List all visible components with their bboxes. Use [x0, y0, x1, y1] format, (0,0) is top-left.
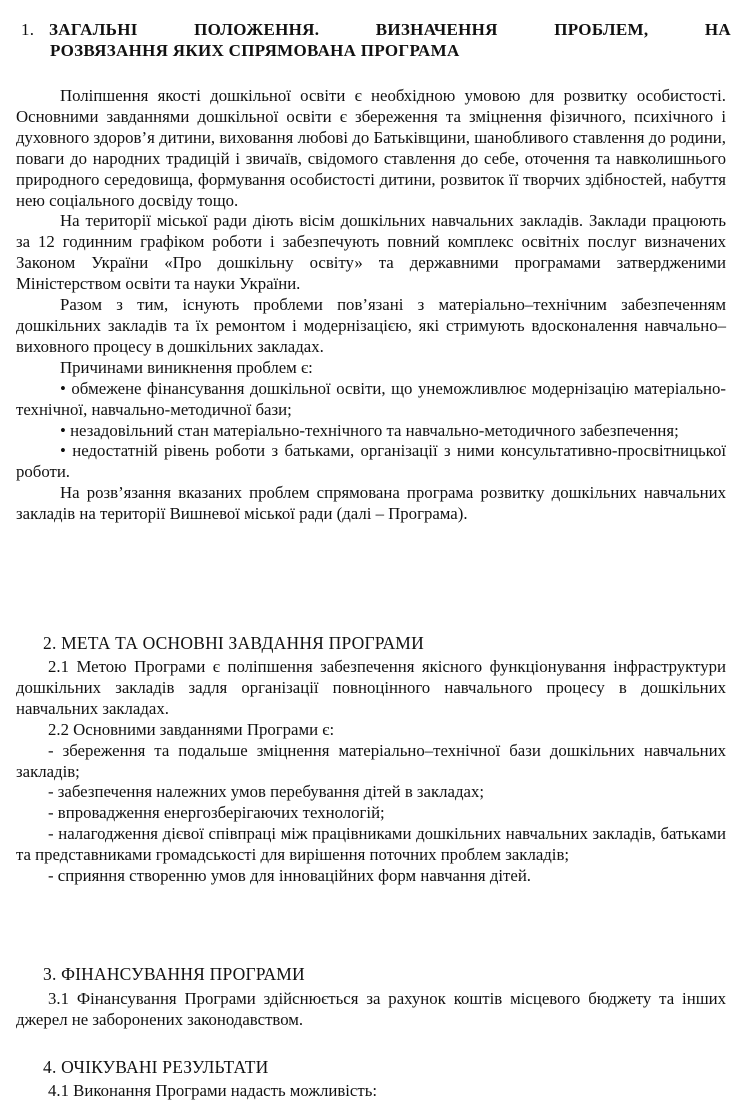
- paragraph: 2.2 Основними завданнями Програми є:: [48, 719, 335, 739]
- bullet-item: • обмежене фінансування дошкільної освіти, що унеможливлює модернізацію матеріально-технічної, навчально-методичної бази;: [16, 378, 726, 419]
- bullet-item: • недостатній рівень роботи з батьками, організації з ними консультативно-просвітницької роботи.: [16, 441, 726, 482]
- section-4-heading: 4. ОЧІКУВАНІ РЕЗУЛЬТАТИ: [43, 1057, 269, 1077]
- section-1-title-word: ПРОБЛЕМ,: [554, 20, 649, 39]
- bullet-item: • незадовільний стан матеріально-технічного та навчально-методичного забезпечення;: [60, 420, 679, 440]
- section-1-title-word: ПОЛОЖЕННЯ.: [194, 20, 320, 39]
- section-2-body: [16, 657, 726, 887]
- section-3-heading: 3. ФІНАНСУВАННЯ ПРОГРАМИ: [43, 964, 305, 984]
- list-item: - впровадження енергозберігаючих технологій;: [48, 803, 385, 823]
- section-1-number: 1.: [21, 20, 35, 39]
- section-1-heading-line-2: РОЗВЯЗАННЯ ЯКИХ СПРЯМОВАНА ПРОГРАМА: [50, 41, 460, 60]
- section-4-body: [16, 1081, 726, 1102]
- list-item: - збереження та подальше зміцнення матеріально–технічної бази дошкільних навчальних закладів;: [16, 740, 726, 781]
- paragraph: На території міської ради діють вісім дошкільних навчальних закладів. Заклади працюють за 12 годинним графіком роботи і забезпечують повний комплекс освітніх послуг визначених Законом України «Про дошкільну освіту» та державними програмами затвердженими Міністерством освіти та науки України.: [16, 211, 726, 294]
- list-item: - забезпечення належних умов перебування дітей в закладах;: [48, 782, 485, 802]
- section-3-body: [16, 989, 726, 1031]
- section-1-heading-line-1: [21, 19, 731, 40]
- section-1-title-first-word: 1. ЗАГАЛЬНІ: [21, 20, 138, 39]
- section-1-title-word: НА: [704, 20, 731, 39]
- section-2-heading: 2. МЕТА ТА ОСНОВНІ ЗАВДАННЯ ПРОГРАМИ: [43, 633, 424, 653]
- paragraph: Причинами виникнення проблем є:: [60, 357, 313, 377]
- paragraph: На розв’язання вказаних проблем спрямована програма розвитку дошкільних навчальних закладів на території Вишневої міської ради (далі – Програма).: [16, 483, 726, 524]
- paragraph: Поліпшення якості дошкільної освіти є необхідною умовою для розвитку особистості. Основними завданнями дошкільної освіти є збереження та зміцнення фізичного, психічного і духовного здоров’я дитини, виховання любові до Батьківщини, шанобливого ставлення до родини, поваги до народних традицій і звичаїв, свідомого ставлення до себе, оточення та навколишнього природного середовища, формування особистості дитини, розвиток її творчих здібностей, набуття нею соціального досвіду тощо.: [16, 86, 726, 210]
- paragraph: 2.1 Метою Програми є поліпшення забезпечення якісного функціонування інфраструктури дошкільних закладів задля організації повноцінного навчального процесу в дошкільних навчальних закладах.: [16, 657, 726, 718]
- section-1-heading: [21, 19, 731, 61]
- section-1-title-word: ВИЗНАЧЕННЯ: [375, 20, 498, 39]
- paragraph: 3.1 Фінансування Програми здійснюється за рахунок коштів місцевого бюджету та інших джерел не заборонених законодавством.: [16, 989, 726, 1029]
- list-item: - сприяння створенню умов для інноваційних форм навчання дітей.: [48, 866, 532, 886]
- list-item: - налагодження дієвої співпраці між працівниками дошкільних навчальних закладів, батьками та представниками громадськості для вирішення поточних проблем закладів;: [16, 824, 726, 865]
- paragraph: Разом з тим, існують проблеми пов’язані з матеріально–технічним забезпеченням дошкільних закладів та їх ремонтом і модернізацією, які стримують вдосконалення навчально–виховного процесу в дошкільних закладах.: [16, 295, 726, 356]
- section-1-body: [16, 86, 726, 525]
- paragraph: 4.1 Виконання Програми надасть можливість:: [48, 1081, 378, 1100]
